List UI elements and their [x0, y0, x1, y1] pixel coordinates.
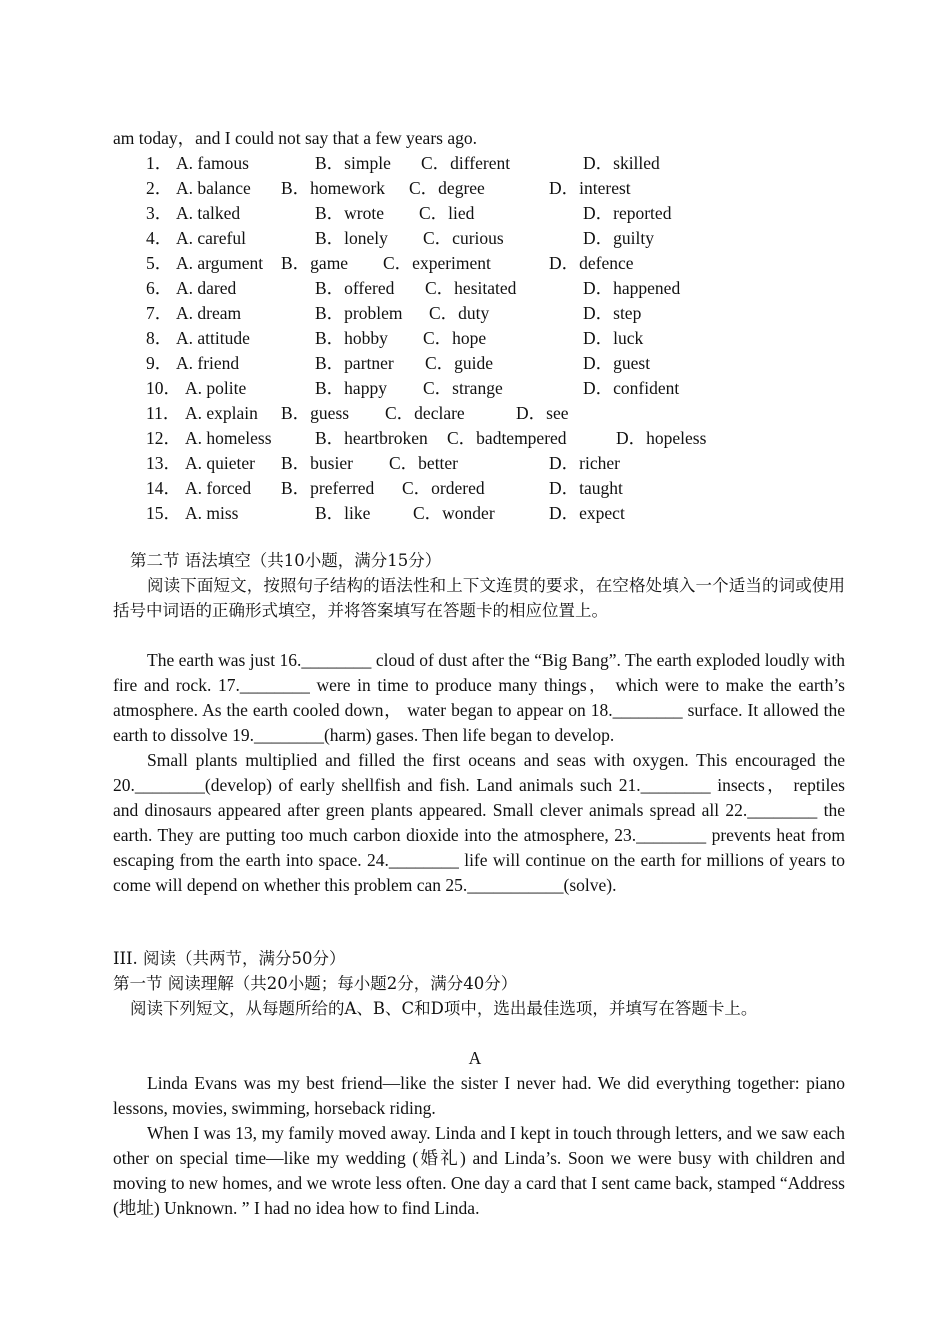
- option-b: B．wrote: [315, 203, 385, 223]
- option-c: C．degree: [409, 178, 485, 198]
- option-row: [0, 426, 950, 451]
- option-number: 9．: [146, 353, 173, 373]
- option-row: [0, 251, 950, 276]
- option-a: A. balance: [176, 178, 251, 198]
- option-a: A. explain: [185, 403, 258, 423]
- option-a: A. homeless: [185, 428, 272, 448]
- option-row: [0, 151, 950, 176]
- option-a: A. attitude: [176, 328, 250, 348]
- option-row: [0, 376, 950, 401]
- section1-instructions: 阅读下列短文，从每题所给的A、B、C和D项中，选出最佳选项，并填写在答题卡上。: [130, 999, 758, 1018]
- option-a: A. famous: [176, 153, 249, 173]
- intro-tail-text: am today，and I could not say that a few years ago.: [113, 128, 477, 148]
- option-b: B．guess: [281, 403, 350, 423]
- option-d: D．see: [516, 403, 569, 423]
- option-number: 13．: [146, 453, 181, 473]
- grammar-paragraph-2: Small plants multiplied and filled the first oceans and seas with oxygen. This encouraged the 20.________(develop) of early shellfish and fish. Land animals such 21.________ insects， reptiles and dinosaurs appeared after green plants appeared. Small clever animals spread all 22.________ the earth. They are putting too much carbon dioxide into the atmosphere, 23.________ prevents heat from escaping from the earth into space. 24.________ life will continue on the earth for millions of years to come will depend on whether this problem can 25.___________(solve).: [113, 750, 845, 895]
- option-row: [0, 176, 950, 201]
- reading-passage-a: [113, 1071, 845, 1221]
- passage-paragraph-2: When I was 13, my family moved away. Linda and I kept in touch through letters, and we saw each other on special time—like my wedding (婚礼) and Linda’s. Soon we were busy with children and moving to new homes, and we wrote less often. One day a card that I sent came back, stamped “Address (地址) Unknown. ” I had no idea how to find Linda.: [113, 1123, 845, 1218]
- option-b: B．happy: [315, 378, 387, 398]
- option-b: B．heartbroken: [315, 428, 428, 448]
- option-a: A. quieter: [185, 453, 255, 473]
- option-row: [0, 226, 950, 251]
- option-b: B．game: [281, 253, 349, 273]
- option-c: C．better: [389, 453, 459, 473]
- option-d: D．confident: [583, 378, 680, 398]
- option-number: 4．: [146, 228, 173, 248]
- passage-paragraph-1: Linda Evans was my best friend—like the sister I never had. We did everything together: piano lessons, movies, swimming, horseback riding.: [113, 1073, 845, 1118]
- option-d: D．interest: [549, 178, 631, 198]
- option-number: 8．: [146, 328, 173, 348]
- option-d: D．reported: [583, 203, 672, 223]
- option-b: B．preferred: [281, 478, 375, 498]
- option-row: [0, 476, 950, 501]
- option-c: C．ordered: [402, 478, 485, 498]
- option-d: D．luck: [583, 328, 644, 348]
- option-a: A. friend: [176, 353, 240, 373]
- option-c: C．strange: [423, 378, 503, 398]
- option-d: D．guest: [583, 353, 651, 373]
- option-c: C．declare: [385, 403, 465, 423]
- option-row: [0, 401, 950, 426]
- option-row: [0, 501, 950, 526]
- option-a: A. polite: [185, 378, 247, 398]
- option-c: C．hope: [423, 328, 487, 348]
- option-a: A. argument: [176, 253, 264, 273]
- option-c: C．different: [421, 153, 511, 173]
- option-b: B．offered: [315, 278, 395, 298]
- options-list: [0, 151, 950, 526]
- section1-title: 第一节 阅读理解（共20小题；每小题2分，满分40分）: [113, 974, 518, 993]
- option-number: 3．: [146, 203, 173, 223]
- option-b: B．lonely: [315, 228, 388, 248]
- option-d: D．richer: [549, 453, 620, 473]
- option-c: C．curious: [423, 228, 504, 248]
- option-row: [0, 351, 950, 376]
- grammar-paragraph-1: The earth was just 16.________ cloud of dust after the “Big Bang”. The earth exploded loudly with fire and rock. 17.________ were in time to produce many things， which were to make the earth’s atmosphere. As the earth cooled down， water began to appear on 18.________ surface. It allowed the earth to dissolve 19.________(harm) gases. Then life began to develop.: [113, 650, 845, 745]
- option-d: D．defence: [549, 253, 634, 273]
- option-c: C．experiment: [383, 253, 491, 273]
- option-number: 10．: [146, 378, 181, 398]
- option-number: 12．: [146, 428, 181, 448]
- option-a: A. forced: [185, 478, 252, 498]
- option-b: B．like: [315, 503, 371, 523]
- option-c: C．lied: [419, 203, 475, 223]
- option-row: [0, 276, 950, 301]
- passage-label: A: [468, 1048, 482, 1068]
- option-d: D．taught: [549, 478, 623, 498]
- option-b: B．partner: [315, 353, 394, 373]
- option-row: [0, 301, 950, 326]
- option-a: A. talked: [176, 203, 241, 223]
- grammar-passage: [113, 648, 845, 898]
- option-number: 2．: [146, 178, 173, 198]
- option-b: B．busier: [281, 453, 353, 473]
- option-b: B．hobby: [315, 328, 388, 348]
- option-number: 1．: [146, 153, 173, 173]
- option-c: C．guide: [425, 353, 494, 373]
- section2-instructions: 阅读下面短文，按照句子结构的语法性和上下文连贯的要求，在空格处填入一个适当的词或使用括号中词语的正确形式填空，并将答案填写在答题卡的相应位置上。: [113, 576, 845, 620]
- option-b: B．simple: [315, 153, 391, 173]
- section2-title: 第二节 语法填空（共10小题，满分15分）: [130, 551, 442, 570]
- option-b: B．problem: [315, 303, 403, 323]
- option-number: 6．: [146, 278, 173, 298]
- option-number: 5．: [146, 253, 173, 273]
- option-a: A. dream: [176, 303, 242, 323]
- option-row: [0, 326, 950, 351]
- option-c: C．badtempered: [447, 428, 567, 448]
- option-d: D．step: [583, 303, 642, 323]
- option-a: A. careful: [176, 228, 246, 248]
- option-d: D．expect: [549, 503, 625, 523]
- option-b: B．homework: [281, 178, 386, 198]
- option-c: C．hesitated: [425, 278, 517, 298]
- option-a: A. miss: [185, 503, 239, 523]
- option-d: D．guilty: [583, 228, 654, 248]
- option-c: C．duty: [429, 303, 490, 323]
- option-a: A. dared: [176, 278, 237, 298]
- option-number: 7．: [146, 303, 173, 323]
- part3-title: III. 阅读（共两节，满分50分）: [113, 949, 346, 968]
- option-row: [0, 451, 950, 476]
- option-number: 11．: [146, 403, 181, 423]
- option-d: D．skilled: [583, 153, 660, 173]
- option-row: [0, 201, 950, 226]
- option-number: 14．: [146, 478, 181, 498]
- option-d: D．happened: [583, 278, 681, 298]
- option-number: 15．: [146, 503, 181, 523]
- option-c: C．wonder: [413, 503, 495, 523]
- option-d: D．hopeless: [616, 428, 707, 448]
